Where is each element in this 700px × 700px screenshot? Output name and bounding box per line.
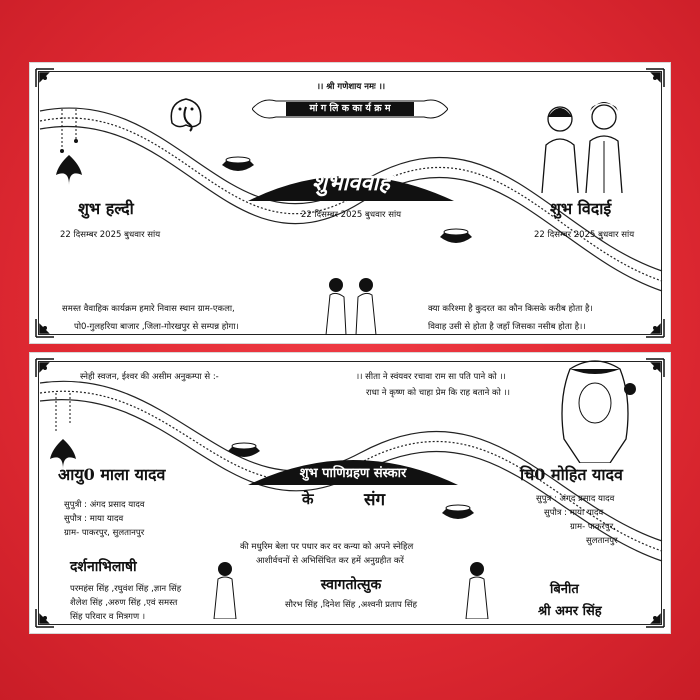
quote-line-1: क्या करिश्मा है कुदरत का कौन किसके करीब होता है। bbox=[428, 304, 593, 314]
bride-parent: सुपुत्री : अंगद प्रसाद यादव bbox=[64, 500, 145, 510]
invitation-card-bottom bbox=[29, 352, 671, 634]
groom-village: ग्राम- पाकरपुर, bbox=[570, 522, 616, 532]
vinit-name: श्री अमर सिंह bbox=[538, 604, 602, 619]
invite-line-1: की मधुरिम बेला पर पधार कर वर कन्या को अपने स्नेहिल bbox=[240, 542, 414, 552]
groom-district: सुलतानपुर bbox=[586, 536, 618, 546]
darshan-title: दर्शनाभिलाषी bbox=[70, 559, 137, 575]
praying-women-illustration bbox=[316, 275, 386, 335]
ke-text: के bbox=[302, 490, 314, 508]
wedding-couple-illustration bbox=[520, 89, 642, 193]
darshan-line-2: शैलेश सिंह ,अरुण सिंह ,एवं समस्त bbox=[70, 598, 178, 608]
haldi-date: 22 दिसम्बर 2025 बुधवार सांय bbox=[60, 230, 161, 240]
bride-illustration bbox=[540, 359, 650, 463]
kalash-icon bbox=[440, 501, 476, 523]
vinit-title: बिनीत bbox=[550, 582, 579, 597]
kalash-icon bbox=[438, 225, 474, 247]
panigrahan-title: शुभ पाणिग्रहण संस्कार bbox=[299, 466, 407, 481]
darshan-line-3: सिंह परिवार व मित्रगण । bbox=[70, 612, 146, 622]
poem-line-1: ।। सीता ने स्वंयवर रचावा राम सा पति पाने को ।। bbox=[356, 372, 506, 382]
center-date: 22 दिसम्बर 2025 बुधवार सांय bbox=[300, 210, 402, 220]
swagat-title: स्वागतोत्सुक bbox=[320, 577, 382, 593]
invite-line-2: आशीर्वचनों से अभिसिंचित कर हमें अनुग्रहीत करें bbox=[256, 556, 404, 566]
groom-parent: सुपुत्र : अंगद प्रसाद यादव bbox=[536, 494, 615, 504]
vidai-title: शुभ विदाई bbox=[550, 199, 612, 218]
hanging-lamp-icon bbox=[46, 393, 80, 473]
invocation-text: ।। श्री गणेशाय नमः ।। bbox=[316, 82, 386, 92]
poem-line-2: राधा ने कृष्ण को चाहा प्रेम कि राह बताने को ।। bbox=[366, 388, 510, 398]
quote-line-2: विवाह उसी से होता है जहाँ जिसका नसीब होता है।। bbox=[428, 322, 586, 332]
bride-village: ग्राम- पाकरपुर, सुलतानपुर bbox=[64, 528, 145, 538]
hanging-lamp-icon bbox=[52, 109, 86, 189]
sang-text: संग bbox=[364, 490, 386, 510]
haldi-title: शुभ हल्दी bbox=[78, 199, 134, 218]
swagat-line-1: सौरभ सिंह ,दिनेश सिंह ,अश्वनी प्रताप सिंह bbox=[284, 600, 418, 610]
venue-line-2: पो0-गुलहरिया बाजार ,जिला-गोरखपुर से सम्पन्न होगा। bbox=[74, 322, 239, 332]
invitation-card-top bbox=[29, 62, 671, 344]
ganesha-icon bbox=[164, 93, 208, 133]
venue-line-1: समस्त वैवाहिक कार्यक्रम हमारे निवास स्थान ग्राम-एकला, bbox=[62, 304, 235, 314]
bride-grandparent: सुपौत्र : माया यादव bbox=[64, 514, 124, 524]
groom-grandparent: सुपौत्र : माया यादव bbox=[544, 508, 604, 518]
greeting-text: स्नेही स्वजन, ईश्वर की असीम अनुकम्पा से :- bbox=[80, 372, 219, 382]
program-title: मां ग लि क का र्य क्र म bbox=[309, 103, 391, 114]
darshan-line-1: परमहंस सिंह ,रघुवंश सिंह ,ज्ञान सिंह bbox=[70, 584, 182, 594]
vidai-date: 22 दिसम्बर 2025 बुधवार सांय bbox=[534, 230, 635, 240]
shubh-vivah-logo: शुभविवाह bbox=[312, 170, 390, 196]
bride-name: आयु0 माला यादव bbox=[58, 465, 166, 484]
groom-name: चि0 मोहित यादव bbox=[520, 465, 623, 484]
